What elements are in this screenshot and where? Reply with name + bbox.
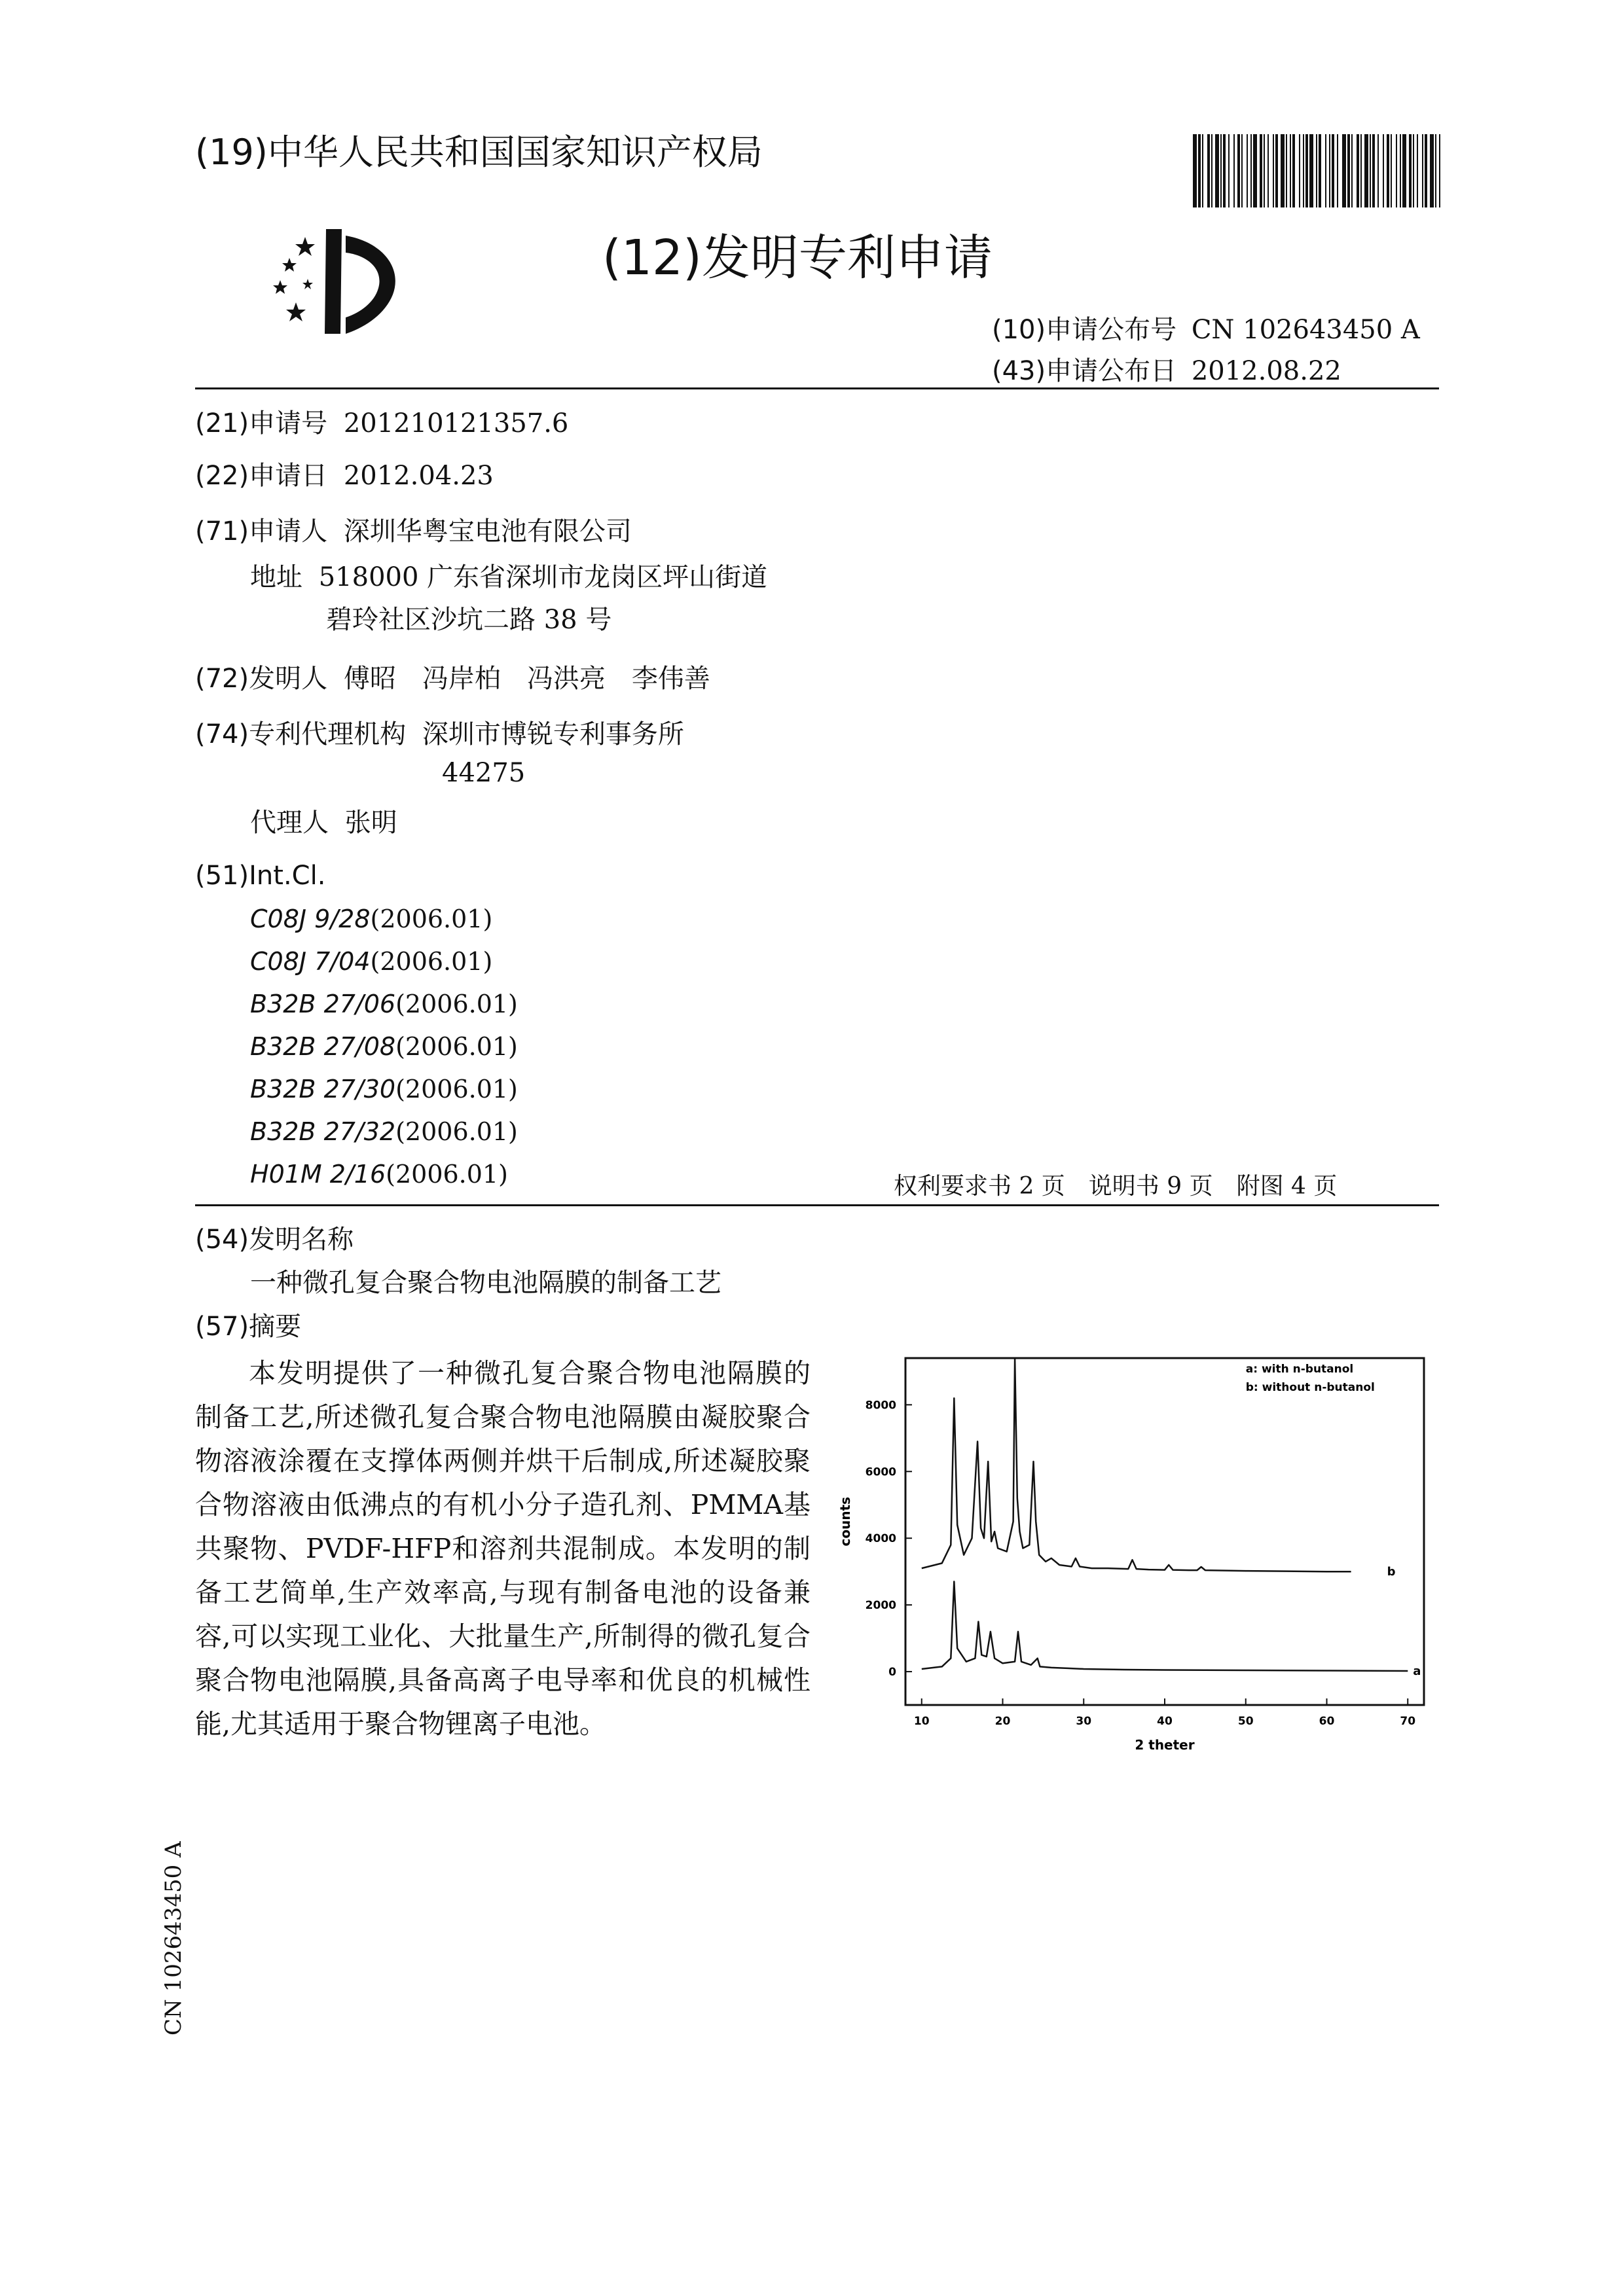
x-tick-label: 70 [1400,1715,1416,1728]
ipc-code: B32B 27/30 [250,1075,396,1103]
ipc-version: (2006.01) [370,905,493,933]
x-tick-label: 50 [1237,1715,1254,1728]
ipc-version: (2006.01) [395,990,518,1018]
ipc-version: (2006.01) [395,1032,518,1061]
barcode-bar [1250,134,1252,207]
application-date-label: (22)申请日 [195,461,328,491]
barcode-bar [1372,134,1375,207]
ipc-entry [250,1117,518,1146]
ipc-label: (51)Int.Cl. [195,861,326,891]
barcode-bar [1207,134,1210,207]
ipc-entry [250,905,492,933]
barcode-bar [1342,134,1346,207]
agency-name: 深圳市博锐专利事务所 [422,719,684,749]
barcode-bar [1387,134,1389,207]
barcode-bar [1325,134,1326,207]
barcode-bar [1292,134,1295,207]
ipc-entry [250,990,518,1018]
xrd-chart [831,1332,1440,1764]
barcode-bar [1400,134,1401,207]
barcode-bar [1237,134,1240,207]
barcode-bar [1247,134,1248,207]
x-tick-label: 20 [994,1715,1011,1728]
cnipa-logo [268,223,419,340]
x-tick-label: 10 [913,1715,930,1728]
barcode-bar [1286,134,1287,207]
axis-ticks [866,1399,1416,1728]
barcode-graphic [1193,134,1440,207]
pub-date: 2012.08.22 [1191,356,1341,386]
barcode-bar [1299,134,1300,207]
abstract-label: (57)摘要 [195,1312,302,1342]
barcode-bar [1425,134,1427,207]
barcode-bar [1391,134,1392,207]
barcode-bar [1309,134,1313,207]
barcode-bar [1290,134,1291,207]
pub-date-label: (43)申请公布日 [992,356,1177,386]
invention-title: 一种微孔复合聚合物电池隔膜的制备工艺 [250,1268,721,1298]
barcode-bar [1264,134,1265,207]
barcode-bar [1267,134,1269,207]
barcode-bar [1281,134,1285,207]
address-line-2: 碧玲社区沙坑二路 38 号 [326,605,612,635]
document-type: (12)发明专利申请 [602,230,993,286]
agency-code: 44275 [442,758,526,788]
barcode-bar [1211,134,1213,207]
barcode-bar [1409,134,1412,207]
barcode-bar [1383,134,1384,207]
barcode-bar [1319,134,1321,207]
side-publication-number: CN 102643450 A [160,1841,187,2036]
applicant-name: 深圳华粤宝电池有限公司 [343,516,632,547]
agent-name: 张明 [344,808,397,838]
barcode-bar [1329,134,1330,207]
x-tick-label: 40 [1157,1715,1173,1728]
y-tick-label: 0 [888,1666,896,1679]
ipc-entry [250,1160,508,1189]
ipc-code: C08J 7/04 [250,947,371,976]
abstract-text: 本发明提供了一种微孔复合聚合物电池隔膜的制备工艺,所述微孔复合聚合物电池隔膜由凝胶聚合物溶液涂覆在支撑体两侧并烘干后制成,所述凝胶聚合物溶液由低沸点的有机小分子造孔剂、PMMA基共聚物、PVDF-HFP和溶剂共混制成。本发明的制备工艺简单,生产效率高,与现有制备电池的设备兼容,可以实现工业化、大批量生产,所制得的微孔复合聚合物电池隔膜,具备高离子电导率和优良的机械性能,尤其适用于聚合物锂离子电池。 [195,1357,811,1740]
series-line-a [922,1581,1408,1671]
x-tick-label: 60 [1319,1715,1335,1728]
ipc-code: B32B 27/06 [250,990,396,1018]
barcode-bar [1332,134,1334,207]
barcode-bar [1253,134,1257,207]
plot-frame [905,1358,1424,1705]
barcode-bar [1347,134,1350,207]
barcode-bar [1364,134,1368,207]
barcode-bar [1377,134,1379,207]
applicant-row [195,511,632,548]
barcode-bar [1316,134,1317,207]
legend-entry-b: b: without n-butanol [1245,1381,1375,1394]
barcode-bar [1193,134,1197,207]
y-tick-label: 2000 [865,1599,896,1613]
barcode-bar [1370,134,1371,207]
barcode-bar [1233,134,1235,207]
barcode-bar [1260,134,1262,207]
ipc-code: H01M 2/16 [250,1160,386,1189]
inventors-label: (72)发明人 [195,664,328,694]
ipc-version: (2006.01) [395,1075,518,1103]
title-label: (54)发明名称 [195,1225,354,1255]
series-a-label: a [1413,1664,1421,1679]
barcode-bar [1337,134,1338,207]
ipc-version: (2006.01) [395,1117,518,1146]
inventors-row [195,658,710,695]
application-number-label: (21)申请号 [195,408,328,439]
x-axis-label: 2 theter [1135,1737,1195,1753]
application-date: 2012.04.23 [343,461,494,491]
y-tick-label: 8000 [865,1399,896,1412]
agency-row [195,713,684,751]
ipc-version: (2006.01) [370,947,493,976]
inventors: 傅昭 冯岸柏 冯洪亮 李伟善 [343,664,710,694]
biblio-divider [195,1204,1439,1206]
agent-row [250,802,397,839]
barcode-bar [1430,134,1434,207]
barcode-bar [1198,134,1201,207]
application-number-row [195,403,568,440]
barcode-bar [1417,134,1418,207]
application-number: 201210121357.6 [343,408,569,439]
barcode-bar [1215,134,1219,207]
pub-date-row [992,350,1341,387]
x-tick-label: 30 [1076,1715,1092,1728]
series-group [922,1358,1408,1671]
address-line-1: 518000 广东省深圳市龙岗区坪山街道 [318,562,768,592]
office-name: (19)中华人民共和国国家知识产权局 [195,132,763,173]
barcode-bar [1360,134,1362,207]
abstract-figure [831,1332,1440,1764]
y-tick-label: 6000 [865,1465,896,1479]
legend-entry-a: a: with n-butanol [1245,1363,1354,1376]
agent-label: 代理人 [250,808,329,838]
barcode [1193,134,1440,207]
barcode-bar [1303,134,1304,207]
barcode-bar [1220,134,1222,207]
barcode-bar [1357,134,1359,207]
ipc-code: C08J 9/28 [250,905,371,933]
barcode-bar [1275,134,1278,207]
ipc-code: B32B 27/32 [250,1117,396,1146]
page-counts: 权利要求书 2 页 说明书 9 页 附图 4 页 [894,1173,1338,1200]
header-divider [195,387,1439,389]
ipc-entry [250,1032,518,1061]
barcode-bar [1273,134,1274,207]
barcode-bar [1202,134,1203,207]
ipc-version: (2006.01) [386,1160,508,1189]
ipc-code: B32B 27/08 [250,1032,396,1061]
pub-no: CN 102643450 A [1191,315,1420,345]
barcode-bar [1228,134,1230,207]
application-date-row [195,455,494,492]
barcode-bar [1241,134,1243,207]
ipc-entry [250,1075,518,1103]
barcode-bar [1305,134,1308,207]
address-row [250,556,767,594]
applicant-label: (71)申请人 [195,516,328,547]
cnipa-emblem-icon [268,223,419,340]
agency-label: (74)专利代理机构 [195,719,407,749]
series-b-label: b [1387,1565,1396,1579]
ipc-entry [250,947,492,976]
barcode-bar [1422,134,1423,207]
barcode-bar [1396,134,1397,207]
barcode-bar [1439,134,1440,207]
pub-no-label: (10)申请公布号 [992,315,1177,345]
barcode-bar [1435,134,1436,207]
y-axis-label: counts [837,1496,853,1547]
barcode-bar [1223,134,1226,207]
y-tick-label: 4000 [865,1532,896,1546]
barcode-bar [1413,134,1414,207]
pub-no-row [992,309,1420,346]
barcode-bar [1402,134,1406,207]
address-label: 地址 [250,562,302,592]
barcode-bar [1351,134,1353,207]
